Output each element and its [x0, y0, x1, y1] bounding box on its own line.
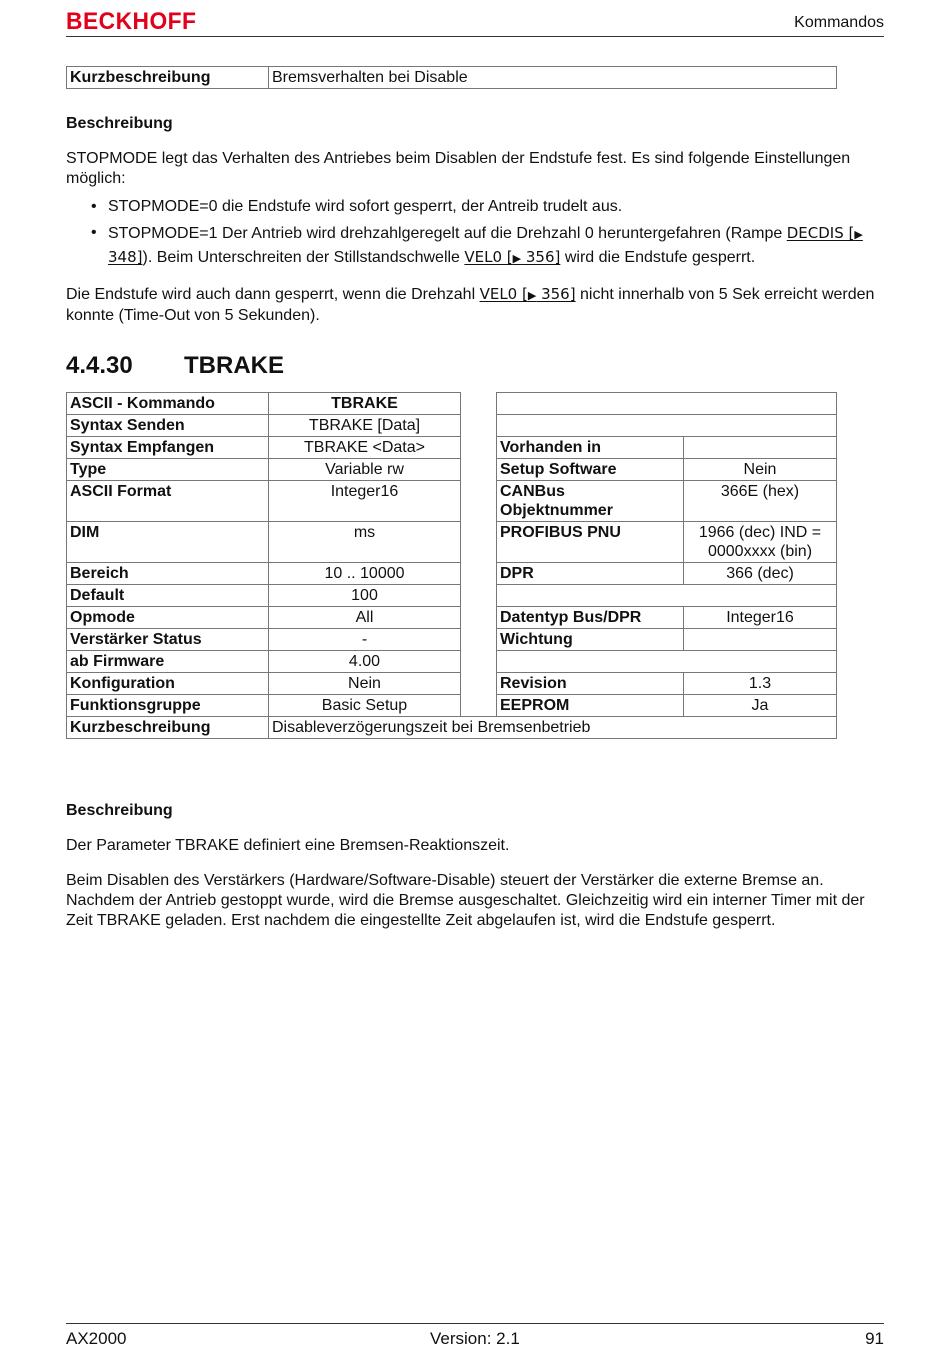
syntax-receive-value: TBRAKE <Data> — [269, 437, 461, 459]
function-group-value: Basic Setup — [269, 695, 461, 717]
firmware-label: ab Firmware — [67, 651, 269, 673]
opmode-label: Opmode — [67, 607, 269, 629]
tbrake-description-p2: Beim Disablen des Verstärkers (Hardware/Software-Disable) steuert der Verstärker die externe Bremse an. Nachdem der Antrieb gestoppt wurde, wird die Bremse ausgeschaltet. Gleichzeitig wird ein interner Timer mit der Zeit TBRAKE geladen. Erst nachdem die eingestellte Zeit abgelaufen ist, wird die Endstufe gesperrt. — [66, 872, 865, 929]
table-spacer — [461, 563, 497, 585]
ascii-command-value: TBRAKE — [269, 393, 461, 415]
setup-software-label: Setup Software — [497, 459, 684, 481]
footer-product: AX2000 — [66, 1329, 127, 1348]
section-number: 4.4.30 — [66, 352, 133, 379]
short-description-value: Bremsverhalten bei Disable — [269, 67, 837, 89]
stopmode-option-1-text: STOPMODE=1 Der Antrieb wird drehzahlgeregelt auf die Drehzahl 0 heruntergefahren (Rampe — [108, 225, 787, 242]
revision-value: 1.3 — [684, 673, 837, 695]
table-spacer — [461, 651, 497, 673]
stopmode-option-1-text-3: wird die Endstufe gesperrt. — [560, 249, 756, 266]
datatype-bus-value: Integer16 — [684, 607, 837, 629]
amplifier-status-label: Verstärker Status — [67, 629, 269, 651]
stopmode-timeout-paragraph — [66, 284, 886, 326]
dpr-label: DPR — [497, 563, 684, 585]
arrow-right-icon: ▶ — [854, 228, 863, 241]
eeprom-label: EEPROM — [497, 695, 684, 717]
table-row — [67, 67, 837, 89]
list-item — [66, 222, 886, 270]
table-row — [67, 393, 837, 415]
table-spacer — [461, 673, 497, 695]
table-spacer — [461, 585, 497, 607]
empty-cell — [497, 393, 837, 415]
configuration-label: Konfiguration — [67, 673, 269, 695]
weighting-value — [684, 629, 837, 651]
footer-version: Version: 2.1 — [430, 1329, 520, 1348]
list-item — [66, 196, 886, 218]
table-row — [67, 651, 837, 673]
syntax-receive-label: Syntax Empfangen — [67, 437, 269, 459]
table-spacer — [461, 607, 497, 629]
stopmode-list — [66, 196, 886, 270]
decdis-link-page: 348] — [108, 248, 143, 266]
section-title: TBRAKE — [184, 352, 284, 379]
arrow-right-icon: ▶ — [527, 289, 537, 302]
beckhoff-logo: BECKHOFF — [66, 8, 197, 35]
table-row — [67, 459, 837, 481]
decdis-link-label: DECDIS [ — [786, 224, 855, 242]
eeprom-value: Ja — [684, 695, 837, 717]
stopmode-option-0: STOPMODE=0 die Endstufe wird sofort gesperrt, der Antreib trudelt aus. — [108, 198, 623, 215]
syntax-send-value: TBRAKE [Data] — [269, 415, 461, 437]
profibus-pnu-value: 1966 (dec) IND = 0000xxxx (bin) — [684, 522, 837, 563]
empty-cell — [684, 437, 837, 459]
tbrake-description-p1: Der Parameter TBRAKE definiert eine Bremsen-Reaktionszeit. — [66, 837, 510, 854]
vel0-link[interactable] — [480, 285, 576, 303]
revision-label: Revision — [497, 673, 684, 695]
header-section-title: Kommandos — [794, 14, 884, 31]
table-spacer — [461, 522, 497, 563]
ascii-format-value: Integer16 — [269, 481, 461, 522]
stopmode-description-heading: Beschreibung — [66, 115, 173, 132]
table-row — [67, 695, 837, 717]
profibus-pnu-label: PROFIBUS PNU — [497, 522, 684, 563]
weighting-label: Wichtung — [497, 629, 684, 651]
empty-cell — [497, 585, 837, 607]
default-value: 100 — [269, 585, 461, 607]
vel0-link-label: VEL0 [ — [464, 248, 513, 266]
table-row — [67, 481, 837, 522]
header-divider — [66, 36, 884, 37]
ascii-format-label: ASCII Format — [67, 481, 269, 522]
ascii-command-label: ASCII - Kommando — [67, 393, 269, 415]
table-row — [67, 629, 837, 651]
short-description-table — [66, 66, 837, 89]
stopmode-options — [66, 196, 886, 274]
vel0-link-page: 356] — [536, 285, 576, 303]
table-row — [67, 585, 837, 607]
arrow-right-icon: ▶ — [512, 252, 522, 265]
table-row — [67, 607, 837, 629]
table-spacer — [461, 415, 497, 437]
default-label: Default — [67, 585, 269, 607]
canbus-object-value: 366E (hex) — [684, 481, 837, 522]
empty-cell — [497, 651, 837, 673]
vel0-link-page: 356] — [521, 248, 561, 266]
empty-cell — [497, 415, 837, 437]
amplifier-status-value: - — [269, 629, 461, 651]
timeout-text-1: Die Endstufe wird auch dann gesperrt, wenn die Drehzahl — [66, 286, 480, 303]
table-spacer — [461, 437, 497, 459]
table-spacer — [461, 393, 497, 415]
short-description-label: Kurzbeschreibung — [67, 67, 269, 89]
firmware-value: 4.00 — [269, 651, 461, 673]
table-row — [67, 673, 837, 695]
range-value: 10 .. 10000 — [269, 563, 461, 585]
vel0-link[interactable] — [464, 248, 560, 266]
canbus-object-label: CANBus Objektnummer — [497, 481, 684, 522]
table-spacer — [461, 695, 497, 717]
function-group-label: Funktionsgruppe — [67, 695, 269, 717]
vel0-link-label: VEL0 [ — [479, 285, 528, 303]
dim-value: ms — [269, 522, 461, 563]
short-description-value: Disableverzögerungszeit bei Bremsenbetrieb — [269, 717, 837, 739]
dpr-value: 366 (dec) — [684, 563, 837, 585]
setup-software-value: Nein — [684, 459, 837, 481]
table-spacer — [461, 629, 497, 651]
short-description-label: Kurzbeschreibung — [67, 717, 269, 739]
configuration-value: Nein — [269, 673, 461, 695]
footer-page-number: 91 — [865, 1329, 884, 1348]
table-row — [67, 563, 837, 585]
dim-label: DIM — [67, 522, 269, 563]
range-label: Bereich — [67, 563, 269, 585]
timeout-text-2: nicht innerhalb von 5 Sek erreicht werden konnte (Time-Out von 5 Sekunden). — [66, 286, 875, 324]
table-row — [67, 415, 837, 437]
tbrake-parameter-table — [66, 392, 837, 739]
table-row — [67, 717, 837, 739]
footer-divider — [66, 1323, 884, 1324]
type-label: Type — [67, 459, 269, 481]
stopmode-intro: STOPMODE legt das Verhalten des Antriebes beim Disablen der Endstufe fest. Es sind folgende Einstellungen möglich: — [66, 150, 851, 187]
table-spacer — [461, 459, 497, 481]
stopmode-option-1-text-2: ). Beim Unterschreiten der Stillstandschwelle — [142, 249, 465, 266]
type-value: Variable rw — [269, 459, 461, 481]
table-row — [67, 437, 837, 459]
syntax-send-label: Syntax Senden — [67, 415, 269, 437]
tbrake-description-heading: Beschreibung — [66, 802, 173, 819]
table-row — [67, 522, 837, 563]
table-spacer — [461, 481, 497, 522]
available-in-label: Vorhanden in — [497, 437, 684, 459]
section-heading — [66, 352, 284, 380]
datatype-bus-label: Datentyp Bus/DPR — [497, 607, 684, 629]
opmode-value: All — [269, 607, 461, 629]
